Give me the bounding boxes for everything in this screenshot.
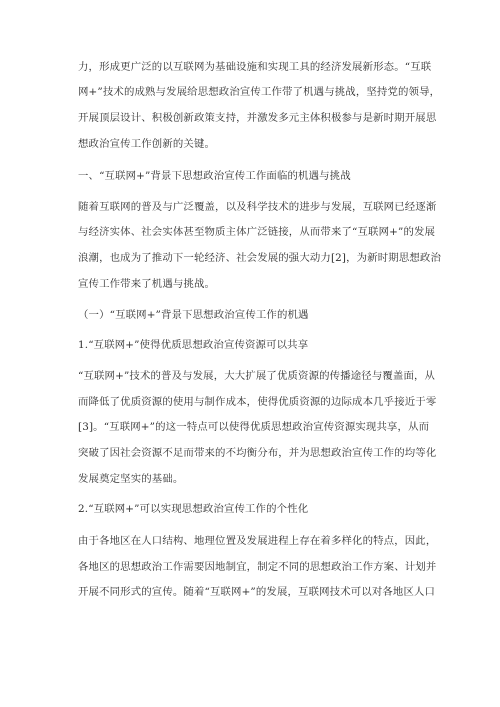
paragraph-line: 想政治宣传工作创新的关键。 xyxy=(78,138,216,150)
paragraph-line: 由于各地区在人口结构、地理位置及发展进程上存在着多样化的特点，因此， xyxy=(78,535,437,547)
paragraph-line: 随着互联网的普及与广泛覆盖，以及科学技术的进步与发展，互联网已经逐渐 xyxy=(78,201,437,213)
paragraph-line: 与经济实体、社会实体甚至物质主体广泛链接，从而带来了“互联网+”的发展 xyxy=(78,226,436,238)
paragraph-line: 而降低了优质资源的使用与制作成本，使得优质资源的边际成本几乎接近于零 xyxy=(78,396,437,408)
paragraph-line: 网+”技术的成熟与发展给思想政治宣传工作带了机遇与挑战，坚持党的领导， xyxy=(78,86,441,98)
paragraph-line: 力，形成更广泛的以互联网为基础设施和实现工具的经济发展新形态。“互联 xyxy=(78,61,432,73)
paragraph-line: 突破了因社会资源不足而带来的不均衡分布，并为思想政治宣传工作的均等化 xyxy=(78,447,437,459)
paragraph-line: [3]。“互联网+”的这一特点可以使得优质思想政治宣传资源实现共享，从而 xyxy=(78,421,430,433)
paragraph-line: 各地区的思想政治工作需要因地制宜，制定不同的思想政治工作方案、计划并 xyxy=(78,561,437,573)
paragraph-line: 发展奠定坚实的基础。 xyxy=(78,473,184,485)
paragraph-line: 浪潮，也成为了推动下一轮经济、社会发展的强大动力[2]，为新时期思想政治 xyxy=(78,252,442,264)
subsection-heading: 1.“互联网+”使得优质思想政治宣传资源可以共享 xyxy=(78,339,309,351)
subsection-heading: （一）“互联网+”背景下思想政治宣传工作的机遇 xyxy=(78,309,309,321)
paragraph-line: 开展不同形式的宣传。随着“互联网+”的发展，互联网技术可以对各地区人口 xyxy=(78,586,436,598)
section-heading: 一、“互联网+”背景下思想政治宣传工作面临的机遇与挑战 xyxy=(78,170,351,182)
paragraph-line: “互联网+”技术的普及与发展，大大扩展了优质资源的传播途径与覆盖面，从 xyxy=(78,370,436,382)
paragraph-line: 宣传工作带来了机遇与挑战。 xyxy=(78,278,216,290)
paragraph-line: 开展顶层设计、积极创新政策支持，并激发多元主体积极参与是新时期开展思 xyxy=(78,112,437,124)
subsection-heading: 2.“互联网+”可以实现思想政治宣传工作的个性化 xyxy=(78,503,309,515)
